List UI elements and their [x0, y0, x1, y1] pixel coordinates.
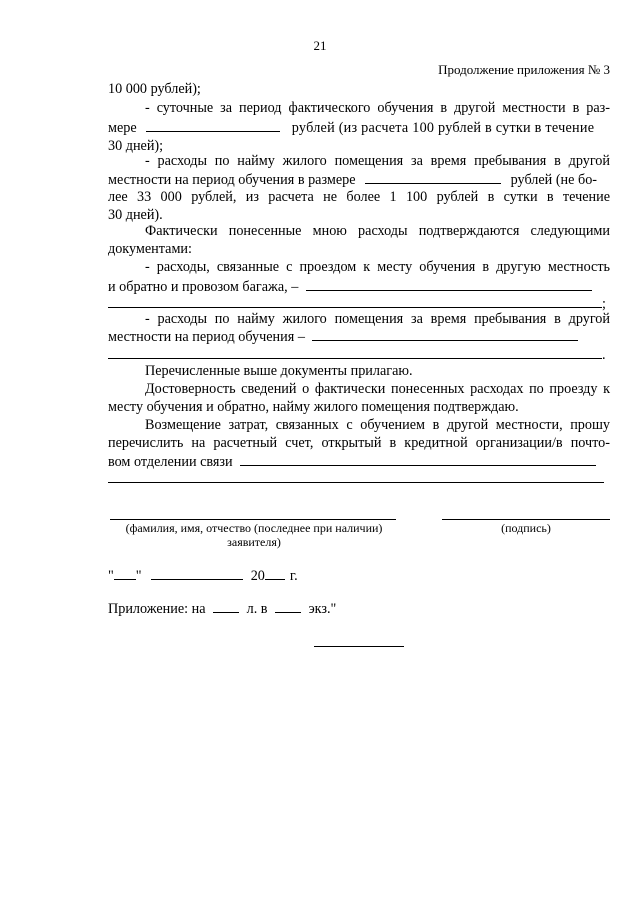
text-fragment: мере — [108, 120, 137, 136]
text-line: Перечисленные выше документы прилагаю. — [145, 363, 413, 379]
appendix-continuation: Продолжение приложения № 3 — [438, 62, 610, 77]
text-line: - суточные за период фактического обучения в другой местности в раз- — [145, 100, 610, 116]
end-divider — [314, 646, 404, 647]
signature-caption: (подпись) — [501, 521, 551, 535]
text-line: 10 000 рублей); — [108, 81, 201, 97]
text-line: 30 дней). — [108, 207, 163, 223]
year-blank[interactable] — [265, 566, 285, 580]
text-line: Фактически понесенные мною расходы подтверждаются следующими — [145, 223, 610, 239]
text-line: Достоверность сведений о фактически понесенных расходах по проезду к — [145, 381, 610, 397]
text-line — [108, 118, 610, 136]
text-line: - расходы по найму жилого помещения за время пребывания в другой — [145, 153, 610, 169]
text-line: документами: — [108, 241, 192, 257]
text-fragment: ; — [602, 296, 606, 312]
text-line — [108, 170, 610, 188]
text-line: 30 дней); — [108, 138, 164, 154]
signature-line[interactable] — [442, 519, 610, 520]
text-line: месту обучения и обратно, найму жилого помещения подтверждаю. — [108, 399, 519, 415]
attachment-line — [108, 599, 336, 618]
bank-account-line[interactable] — [108, 482, 604, 483]
copies-blank[interactable] — [275, 599, 301, 613]
text-fragment: рублей (из расчета 100 рублей в сутки в течение — [291, 120, 595, 136]
name-signature-line[interactable] — [110, 519, 396, 520]
text-line: Возмещение затрат, связанных с обучением в другой местности, прошу — [145, 417, 610, 433]
sheets-blank[interactable] — [213, 599, 239, 613]
travel-docs-blank-2[interactable] — [108, 294, 602, 308]
date-line — [108, 566, 298, 585]
text-line — [108, 327, 610, 345]
daily-allowance-blank[interactable] — [146, 118, 280, 132]
page-number: 21 — [313, 38, 327, 53]
text-line: - расходы по найму жилого помещения за время пребывания в другой — [145, 311, 610, 327]
month-blank[interactable] — [151, 566, 243, 580]
text-fragment: местности на период обучения – — [108, 329, 305, 345]
text-fragment: 20 — [250, 568, 265, 584]
text-line: - расходы, связанные с проездом к месту обучения в другую местность — [145, 259, 610, 275]
day-blank[interactable] — [114, 566, 136, 580]
text-fragment: вом отделении связи — [108, 454, 233, 470]
text-fragment: и обратно и провозом багажа, – — [108, 279, 299, 295]
name-caption: (фамилия, имя, отчество (последнее при наличии) заявителя) — [125, 521, 383, 549]
text-line: перечислить на расчетный счет, открытый в кредитной организации/в почто- — [108, 435, 610, 451]
text-fragment: рублей (не бо- — [510, 172, 598, 188]
text-fragment: местности на период обучения в размере — [108, 172, 356, 188]
text-fragment: . — [602, 347, 606, 363]
text-line: лее 33 000 рублей, из расчета не более 1 100 рублей в сутки в течение — [108, 189, 610, 205]
text-line — [108, 452, 610, 470]
housing-docs-blank-2[interactable] — [108, 345, 602, 359]
text-line — [108, 277, 610, 295]
housing-docs-blank[interactable] — [312, 327, 578, 341]
bank-account-blank[interactable] — [240, 452, 596, 466]
text-fragment: г. — [289, 568, 298, 584]
text-fragment: " — [135, 568, 142, 584]
text-fragment: " — [108, 568, 114, 584]
text-line — [108, 345, 610, 363]
text-fragment: Приложение: на — [108, 601, 206, 617]
travel-docs-blank[interactable] — [306, 277, 592, 291]
text-fragment: экз." — [308, 601, 337, 617]
housing-amount-blank[interactable] — [365, 170, 501, 184]
text-fragment: л. в — [246, 601, 268, 617]
